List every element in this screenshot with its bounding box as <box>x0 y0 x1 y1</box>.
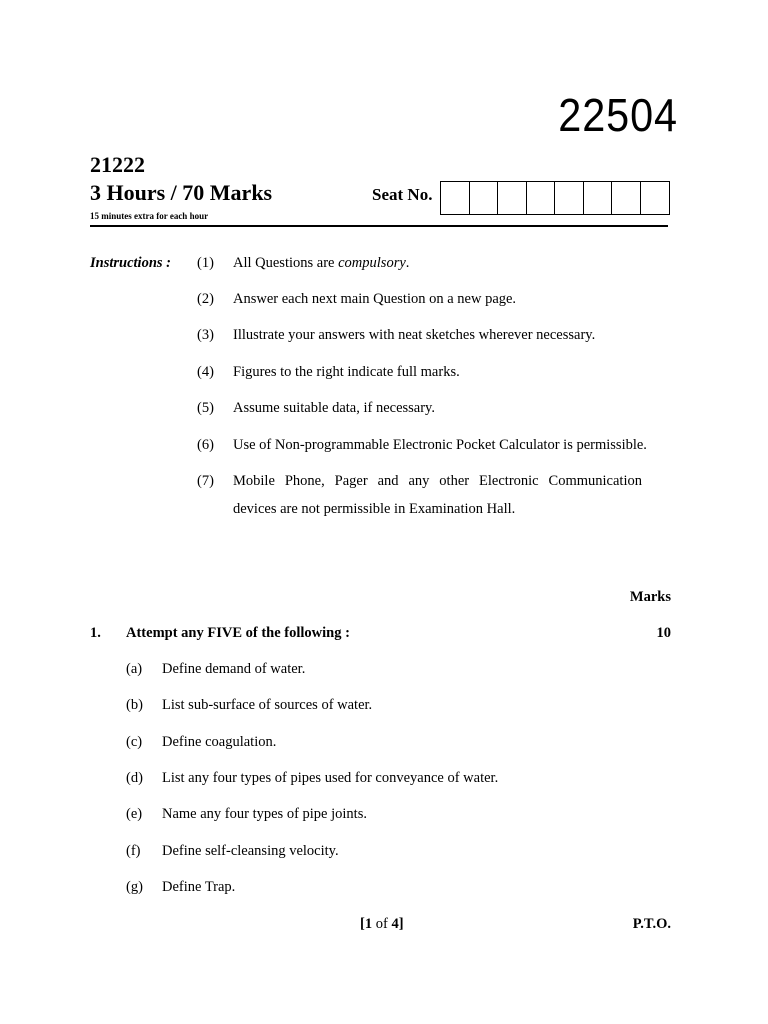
instruction-text: Use of Non-programmable Electronic Pocket Calculator is permissible. <box>233 437 647 453</box>
extra-time-note: 15 minutes extra for each hour <box>90 211 209 221</box>
seat-number-box[interactable] <box>555 182 584 214</box>
instruction-number: (2) <box>197 291 214 307</box>
instruction-number: (7) <box>197 473 214 489</box>
subquestion-text: List any four types of pipes used for conveyance of water. <box>162 770 499 786</box>
seat-number-box[interactable] <box>612 182 641 214</box>
subquestion-label: (e) <box>126 806 143 822</box>
instruction-text: Figures to the right indicate full marks. <box>233 364 460 380</box>
seat-number-box[interactable] <box>641 182 670 214</box>
instruction-text <box>233 255 642 272</box>
page-of: of <box>372 916 392 932</box>
subquestion-label: (d) <box>126 770 143 786</box>
question-marks: 10 <box>656 625 671 641</box>
instruction-text-line1: Mobile Phone, Pager and any other Electronic Communication <box>233 473 642 489</box>
subquestion-label: (g) <box>126 879 143 895</box>
page-total: 4 <box>391 916 399 932</box>
instruction-number: (3) <box>197 327 214 343</box>
header-divider <box>90 225 668 227</box>
seat-number-box[interactable] <box>470 182 499 214</box>
instruction-number: (5) <box>197 400 214 416</box>
please-turn-over: P.T.O. <box>632 916 671 932</box>
subquestion-label: (b) <box>126 697 143 713</box>
question-number: 1. <box>90 625 101 641</box>
paper-code: 21222 <box>90 152 145 177</box>
instruction-text: Illustrate your answers with neat sketches wherever necessary. <box>233 327 596 343</box>
instruction-number: (1) <box>197 255 214 271</box>
page-bracket-open: [ <box>360 916 365 932</box>
subject-code: 22504 <box>558 89 678 141</box>
marks-column-heading: Marks <box>629 589 671 605</box>
subquestion-text: Define demand of water. <box>162 661 306 677</box>
subquestion-label: (c) <box>126 734 143 750</box>
instruction-text-line2: devices are not permissible in Examination Hall. <box>233 501 516 517</box>
subquestion-label: (f) <box>126 843 141 859</box>
seat-number-label: Seat No. <box>372 185 433 204</box>
question-text: Attempt any FIVE of the following : <box>126 625 350 641</box>
instruction-text-prefix: All Questions are <box>233 255 339 271</box>
seat-number-box[interactable] <box>527 182 556 214</box>
subquestion-text: Define Trap. <box>162 879 236 895</box>
page-number <box>360 916 404 933</box>
subquestion-text: Define coagulation. <box>162 734 277 750</box>
subquestion-label: (a) <box>126 661 143 677</box>
seat-number-box[interactable] <box>441 182 470 214</box>
instruction-text-suffix: . <box>405 255 410 271</box>
subquestion-text: List sub-surface of sources of water. <box>162 697 373 713</box>
instructions-label: Instructions : <box>90 255 171 271</box>
seat-number-boxes[interactable] <box>440 181 670 215</box>
page-current: 1 <box>364 916 373 932</box>
instruction-number: (6) <box>197 437 214 453</box>
subquestion-text: Define self-cleansing velocity. <box>162 843 339 859</box>
page-bracket-close: ] <box>398 916 404 932</box>
seat-number-box[interactable] <box>584 182 613 214</box>
instruction-text: Assume suitable data, if necessary. <box>233 400 435 416</box>
seat-number-box[interactable] <box>498 182 527 214</box>
subquestion-text: Name any four types of pipe joints. <box>162 806 367 822</box>
instruction-emphasis: compulsory <box>338 255 406 271</box>
duration-marks: 3 Hours / 70 Marks <box>90 180 273 205</box>
instruction-text: Answer each next main Question on a new page. <box>233 291 517 307</box>
instruction-number: (4) <box>197 364 214 380</box>
